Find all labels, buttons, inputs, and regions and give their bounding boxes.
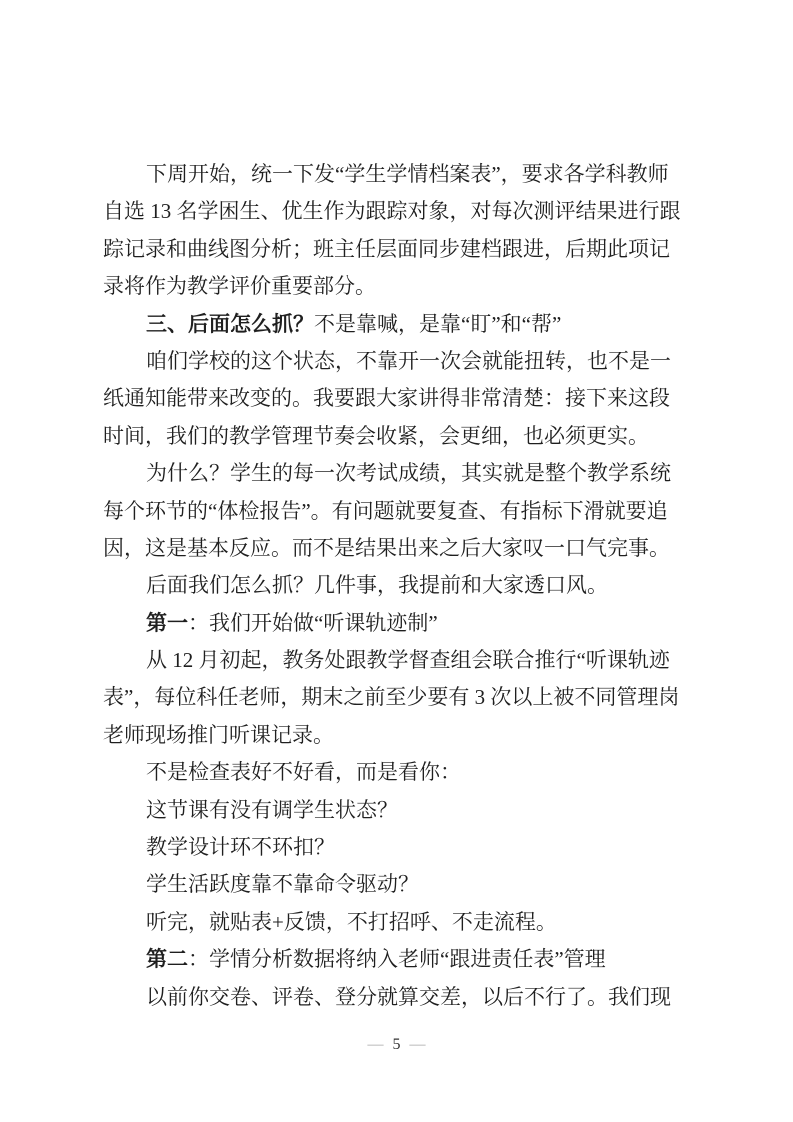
line-text: 老师现场推门听课记录。 (103, 722, 334, 747)
text-line (103, 717, 699, 754)
text-line (103, 754, 699, 791)
text-line (103, 380, 699, 417)
line-text: ：我们开始做“听课轨迹制” (188, 610, 438, 635)
line-text: 听完，就贴表+反馈，不打招呼、不走流程。 (146, 909, 557, 934)
text-line (103, 829, 699, 866)
text-line (103, 193, 699, 230)
text-line (103, 792, 699, 829)
line-text: 下周开始，统一下发“学生学情档案表”，要求各学科教师 (146, 162, 669, 186)
line-text: 教学设计环不环扣？ (146, 835, 335, 860)
heading-bold-text: 第二 (146, 947, 188, 972)
page-number: 5 (392, 1036, 401, 1053)
line-text: 为什么？学生的每一次考试成绩，其实就是整个教学系统 (146, 461, 671, 486)
line-text: 纸通知能带来改变的。我要跟大家讲得非常清楚：接下来这段 (103, 386, 670, 411)
line-text: 以前你交卷、评卷、登分就算交差，以后不行了。我们现 (146, 984, 671, 1009)
line-text: 学生活跃度靠不靠命令驱动？ (146, 872, 419, 897)
heading-bold-text: 第一 (146, 610, 188, 635)
line-text: 录将作为教学评价重要部分。 (103, 274, 376, 299)
text-line (103, 418, 699, 455)
text-line (103, 642, 699, 679)
text-line (103, 866, 699, 903)
text-line (103, 268, 699, 305)
line-text: 因，这是基本反应。而不是结果出来之后大家叹一口气完事。 (103, 535, 670, 560)
line-text: 踪记录和曲线图分析；班主任层面同步建档跟进，后期此项记 (103, 236, 670, 261)
section-heading (103, 306, 699, 343)
footer-dash-right: — (409, 1036, 426, 1053)
footer-dash-left: — (367, 1036, 384, 1053)
line-text: 自选 13 名学困生、优生作为跟踪对象，对每次测评结果进行跟 (103, 199, 681, 224)
text-line (103, 979, 699, 1016)
line-text: 咱们学校的这个状态，不靠开一次会就能扭转，也不是一 (146, 348, 671, 373)
line-text: 不是靠喊，是靠“盯”和“帮” (314, 311, 562, 336)
item-heading (103, 605, 699, 642)
line-text: 时间，我们的教学管理节奏会收紧，会更细，也必须更实。 (103, 423, 649, 448)
line-text: 表”，每位科任老师，期末之前至少要有 3 次以上被不同管理岗 (103, 685, 680, 710)
text-line (103, 904, 699, 941)
line-text: 后面我们怎么抓？几件事，我提前和大家透口风。 (146, 573, 608, 598)
text-line (103, 343, 699, 380)
text-line (103, 455, 699, 492)
text-line (103, 679, 699, 716)
line-text: 不是检查表好不好看，而是看你： (146, 760, 461, 785)
document-body (103, 156, 699, 1016)
text-line (103, 567, 699, 604)
text-line (103, 493, 699, 530)
text-line (103, 156, 699, 193)
text-line (103, 530, 699, 567)
line-text: 这节课有没有调学生状态？ (146, 797, 398, 822)
text-line (103, 231, 699, 268)
heading-bold-text: 三、后面怎么抓？ (146, 311, 314, 336)
line-text: 每个环节的“体检报告”。有问题就要复查、有指标下滑就要追 (103, 498, 668, 523)
line-text: 从 12 月初起，教务处跟教学督查组会联合推行“听课轨迹 (146, 648, 670, 673)
item-heading (103, 941, 699, 978)
line-text: ：学情分析数据将纳入老师“跟进责任表”管理 (188, 947, 606, 972)
page-footer (0, 1034, 793, 1056)
